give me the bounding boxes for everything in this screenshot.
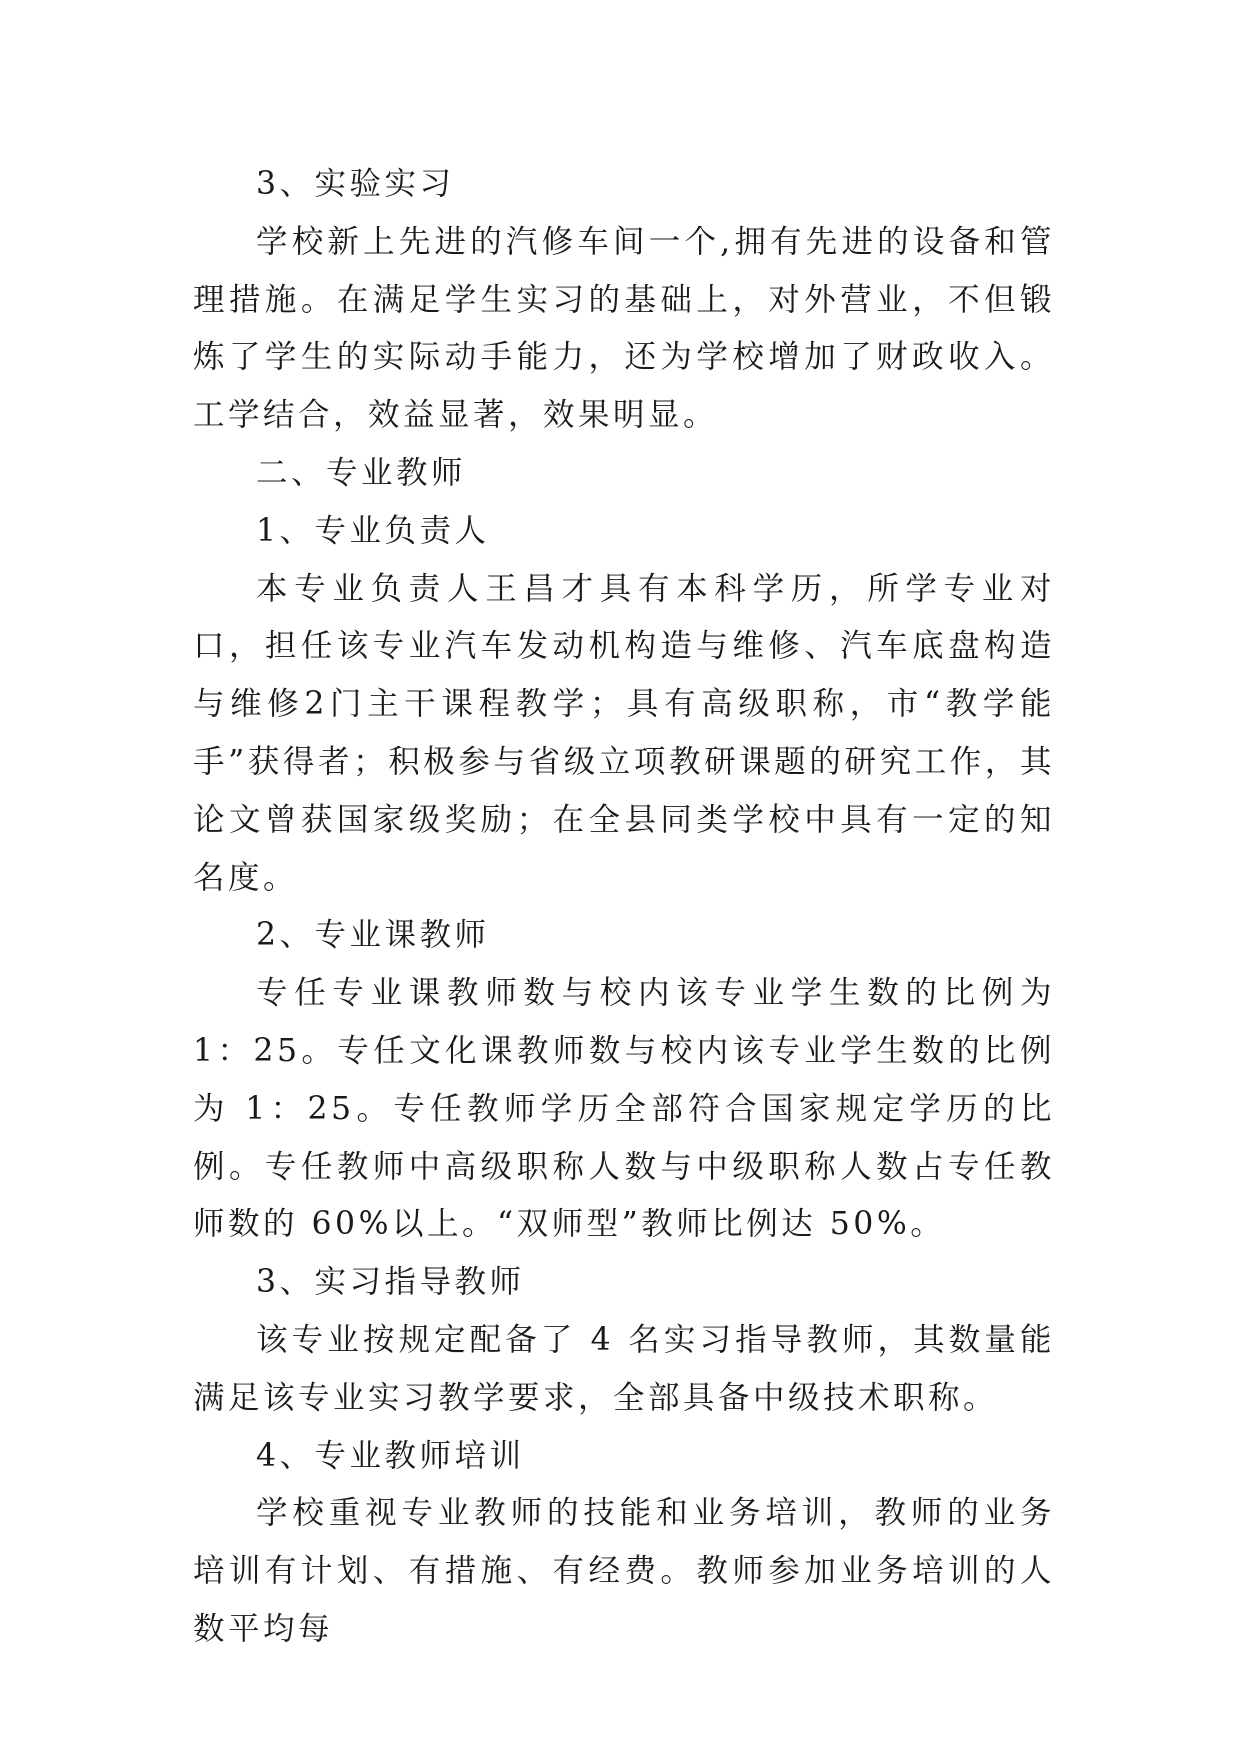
paragraph-course-teachers: 专任专业课教师数与校内该专业学生数的比例为 1：25。专任文化课教师数与校内该专业学生数的比例为 1：25。专任教师学历全部符合国家规定学历的比例。专任教师中高级职称人数与中级职称人数占专任教师数的 60%以上。“双师型”教师比例达 50%。: [193, 975, 1055, 1243]
section-heading-course-teachers: 2、专业课教师: [256, 917, 490, 954]
paragraph-program-leader: 本专业负责人王昌才具有本科学历，所学专业对口，担任该专业汽车发动机构造与维修、汽车底盘构造与维修2门主干课程教学；具有高级职称，市“教学能手”获得者；积极参与省级立项教研课题的研究工作，其论文曾获国家级奖励；在全县同类学校中具有一定的知名度。: [193, 570, 1055, 896]
section-heading-professional-teachers: 二、专业教师: [256, 454, 467, 491]
paragraph-workshop: 学校新上先进的汽修车间一个,拥有先进的设备和管理措施。在满足学生实习的基础上，对外营业，不但锻炼了学生的实际动手能力，还为学校增加了财政收入。工学结合，效益显著，效果明显。: [193, 223, 1055, 434]
paragraph-internship-instructors: 该专业按规定配备了 4 名实习指导教师，其数量能满足该专业实习教学要求，全部具备中级技术职称。: [193, 1321, 1055, 1416]
section-heading-teacher-training: 4、专业教师培训: [256, 1437, 525, 1474]
document-body: [193, 156, 1055, 1659]
section-heading-experiment-internship: 3、实验实习: [256, 166, 455, 202]
section-heading-internship-instructors: 3、实习指导教师: [256, 1264, 525, 1301]
section-heading-program-leader: 1、专业负责人: [256, 512, 490, 549]
paragraph-teacher-training: 学校重视专业教师的技能和业务培训，教师的业务培训有计划、有措施、有经费。教师参加业务培训的人数平均每: [193, 1495, 1055, 1647]
